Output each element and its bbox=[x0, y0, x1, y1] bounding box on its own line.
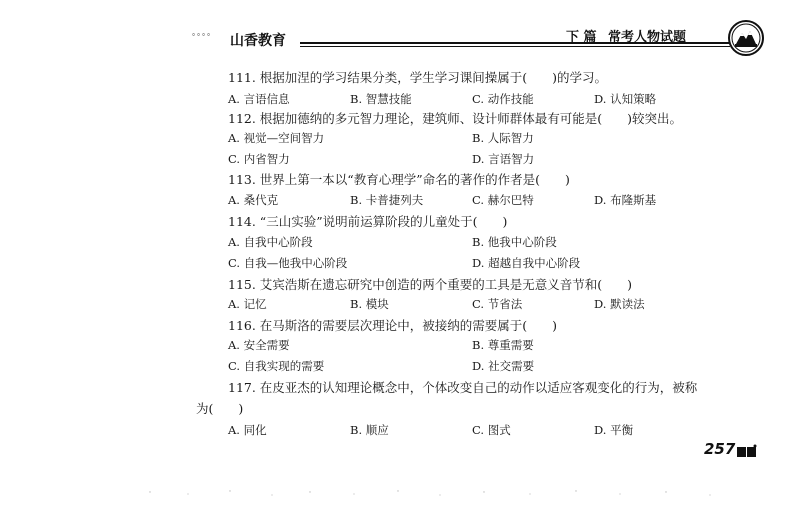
option-c: C. 节省法 bbox=[472, 297, 523, 311]
option-a: A. 言语信息 bbox=[228, 92, 290, 106]
header-rule-thin bbox=[300, 46, 730, 47]
option-b: B. 顺应 bbox=[350, 423, 389, 437]
option-d: D. 超越自我中心阶段 bbox=[472, 256, 581, 270]
section-title: 常考人物试题 bbox=[608, 30, 687, 45]
option-c: C. 自我—他我中心阶段 bbox=[228, 256, 348, 270]
page-header bbox=[188, 26, 758, 52]
option-a: A. 安全需要 bbox=[228, 338, 290, 352]
option-d: D. 默读法 bbox=[594, 297, 645, 311]
option-a: A. 同化 bbox=[228, 423, 267, 437]
publisher-logo-icon bbox=[728, 20, 764, 56]
option-a: A. 桑代克 bbox=[228, 193, 279, 207]
question-113: 113. 世界上第一本以“教育心理学”命名的著作的作者是( ) bbox=[228, 172, 570, 187]
option-c: C. 赫尔巴特 bbox=[472, 193, 534, 207]
option-c: C. 动作技能 bbox=[472, 92, 534, 106]
option-d: D. 社交需要 bbox=[472, 359, 535, 373]
option-d: D. 平衡 bbox=[594, 423, 634, 437]
question-112: 112. 根据加德纳的多元智力理论，建筑师、设计师群体最有可能是( )较突出。 bbox=[228, 111, 683, 126]
option-d: D. 言语智力 bbox=[472, 152, 535, 166]
option-b: B. 模块 bbox=[350, 297, 389, 311]
question-117-continued: 为( ) bbox=[196, 401, 244, 416]
brand-name: 山香教育 bbox=[230, 33, 286, 49]
part-label: 下 篇 bbox=[566, 30, 597, 45]
option-a: A. 记忆 bbox=[228, 297, 267, 311]
option-d: D. 认知策略 bbox=[594, 92, 657, 106]
option-c: C. 内省智力 bbox=[228, 152, 290, 166]
scan-noise bbox=[140, 488, 740, 498]
option-d: D. 布隆斯基 bbox=[594, 193, 657, 207]
option-a: A. 视觉—空间智力 bbox=[228, 131, 325, 145]
option-b: B. 尊重需要 bbox=[472, 338, 534, 352]
question-111: 111. 根据加涅的学习结果分类，学生学习课间操属于( )的学习。 bbox=[228, 70, 608, 85]
question-116: 116. 在马斯洛的需要层次理论中，被接纳的需要属于( ) bbox=[228, 318, 558, 333]
page-number: 257 bbox=[704, 440, 736, 458]
option-c: C. 图式 bbox=[472, 423, 511, 437]
book-icon bbox=[736, 443, 758, 457]
question-115: 115. 艾宾浩斯在遗忘研究中创造的两个重要的工具是无意义音节和( ) bbox=[228, 277, 633, 292]
option-a: A. 自我中心阶段 bbox=[228, 235, 313, 249]
question-114: 114. “三山实验”说明前运算阶段的儿童处于( ) bbox=[228, 214, 508, 229]
option-b: B. 智慧技能 bbox=[350, 92, 412, 106]
brand-mark: ﾟﾟﾟﾟ bbox=[192, 34, 213, 45]
option-b: B. 人际智力 bbox=[472, 131, 534, 145]
option-c: C. 自我实现的需要 bbox=[228, 359, 325, 373]
option-b: B. 他我中心阶段 bbox=[472, 235, 557, 249]
option-b: B. 卡普捷列夫 bbox=[350, 193, 424, 207]
question-117: 117. 在皮亚杰的认知理论概念中，个体改变自己的动作以适应客观变化的行为，被称 bbox=[228, 380, 698, 395]
